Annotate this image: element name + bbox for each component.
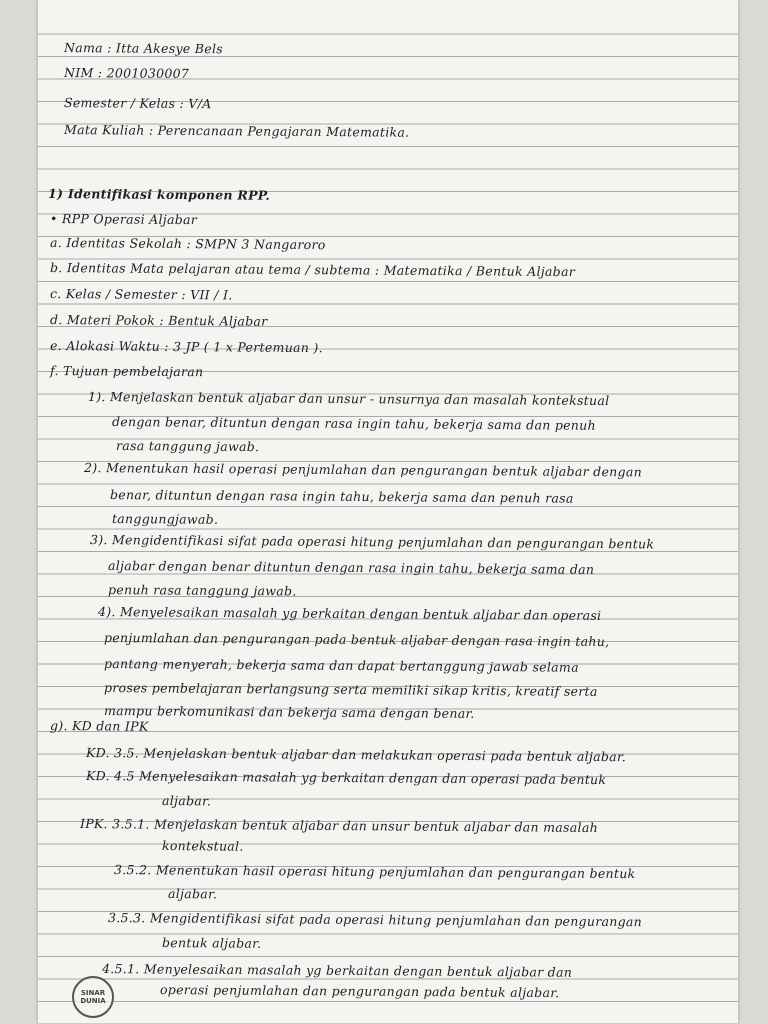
- rpp-heading: • RPP Operasi Aljabar: [49, 211, 198, 228]
- objective-2-line-1: 2). Menentukan hasil operasi penjumlahan dan pengurangan bentuk aljabar dengan: [83, 460, 643, 480]
- section-title: 1) Identifikasi komponen RPP.: [47, 186, 271, 203]
- student-nim: NIM : 2001030007: [63, 65, 190, 81]
- objective-1-line-3: rasa tanggung jawab.: [115, 438, 260, 455]
- ipk-3-5-2-line-2: aljabar.: [167, 886, 218, 902]
- objective-3-line-1: 3). Mengidentifikasi sifat pada operasi hitung penjumlahan dan pengurangan bentuk: [89, 532, 655, 552]
- ipk-3-5-2-line-1: 3.5.2. Menentukan hasil operasi hitung penjumlahan dan pengurangan bentuk: [113, 862, 636, 882]
- objective-2-line-2: benar, dituntun dengan rasa ingin tahu, bekerja sama dan penuh rasa: [109, 487, 574, 506]
- objective-4-line-5: mampu berkomunikasi dan bekerja sama dengan benar.: [103, 703, 475, 721]
- item-e: e. Alokasi Waktu : 3 JP ( 1 x Pertemuan ).: [49, 338, 323, 356]
- logo-text-bottom: DUNIA: [80, 997, 106, 1005]
- course-name: Mata Kuliah : Perencanaan Pengajaran Matematika.: [63, 122, 410, 140]
- student-name: Nama : Itta Akesye Bels: [63, 40, 224, 57]
- ipk-4-5-1-line-1: 4.5.1. Menyelesaikan masalah yg berkaitan dengan bentuk aljabar dan: [101, 961, 573, 980]
- item-d: d. Materi Pokok : Bentuk Aljabar: [49, 312, 268, 329]
- ipk-3-5-1-line-2: kontekstual.: [161, 838, 244, 854]
- logo-text-top: SINAR: [80, 989, 106, 997]
- ipk-3-5-1-line-1: IPK. 3.5.1. Menjelaskan bentuk aljabar dan unsur bentuk aljabar dan masalah: [79, 816, 599, 836]
- objective-1-line-2: dengan benar, dituntun dengan rasa ingin tahu, bekerja sama dan penuh: [111, 414, 596, 433]
- item-b: b. Identitas Mata pelajaran atau tema / subtema : Matematika / Bentuk Aljabar: [49, 260, 576, 280]
- ipk-3-5-3-line-2: bentuk aljabar.: [161, 935, 262, 951]
- kd-ipk-heading: g). KD dan IPK: [49, 718, 149, 734]
- objective-4-line-1: 4). Menyelesaikan masalah yg berkaitan dengan bentuk aljabar dan operasi: [97, 604, 602, 623]
- sinar-dunia-logo: [72, 976, 114, 1018]
- objective-3-line-2: aljabar dengan benar dituntun dengan rasa ingin tahu, bekerja sama dan: [107, 558, 595, 577]
- item-a: a. Identitas Sekolah : SMPN 3 Nangaroro: [49, 235, 326, 253]
- semester-class: Semester / Kelas : V/A: [63, 95, 212, 112]
- ipk-4-5-1-line-2: operasi penjumlahan dan pengurangan pada bentuk aljabar.: [159, 982, 560, 1001]
- notebook-page: [38, 0, 738, 1024]
- kd-4-5-line-2: aljabar.: [161, 793, 212, 809]
- objective-3-line-3: penuh rasa tanggung jawab.: [107, 582, 297, 599]
- item-f: f. Tujuan pembelajaran: [49, 363, 204, 380]
- ipk-3-5-3-line-1: 3.5.3. Mengidentifikasi sifat pada operasi hitung penjumlahan dan pengurangan: [107, 910, 643, 930]
- objective-1-line-1: 1). Menjelaskan bentuk aljabar dan unsur - unsurnya dan masalah kontekstual: [87, 389, 610, 409]
- kd-4-5-line-1: KD. 4.5 Menyelesaikan masalah yg berkaitan dengan dan operasi pada bentuk: [85, 768, 607, 788]
- objective-4-line-3: pantang menyerah, bekerja sama dan dapat bertanggung jawab selama: [103, 656, 579, 675]
- kd-3-5: KD. 3.5. Menjelaskan bentuk aljabar dan melakukan operasi pada bentuk aljabar.: [85, 745, 627, 765]
- objective-2-line-3: tanggungjawab.: [111, 511, 219, 527]
- objective-4-line-2: penjumlahan dan pengurangan pada bentuk aljabar dengan rasa ingin tahu,: [103, 630, 610, 649]
- objective-4-line-4: proses pembelajaran berlangsung serta memiliki sikap kritis, kreatif serta: [103, 680, 598, 699]
- item-c: c. Kelas / Semester : VII / I.: [49, 286, 233, 303]
